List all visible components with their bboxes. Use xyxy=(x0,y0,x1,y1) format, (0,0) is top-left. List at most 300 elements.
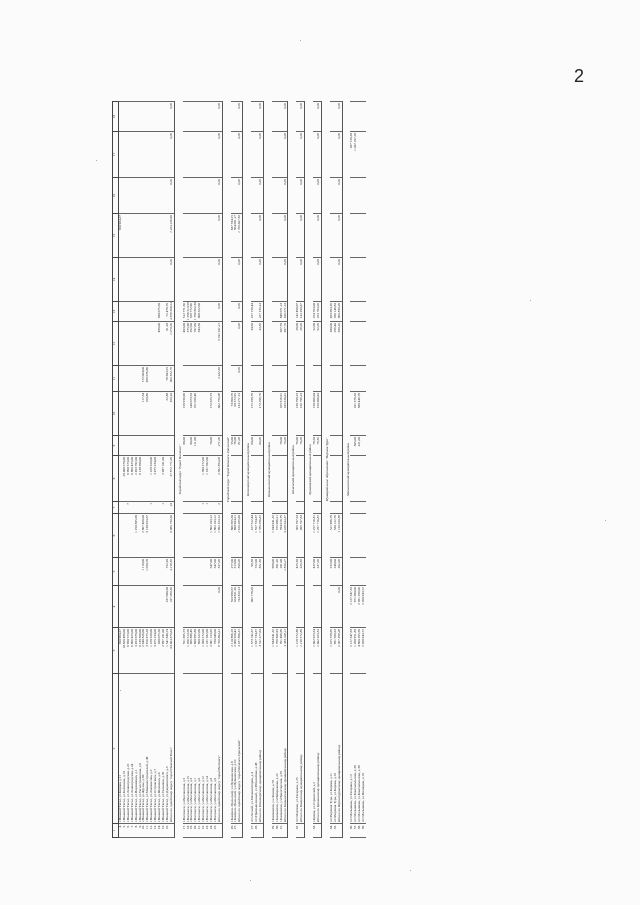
table-cell: 165 616,61 xyxy=(284,392,288,436)
table-cell: 590,00 xyxy=(238,558,242,586)
column-header: 2 xyxy=(113,674,119,824)
table-cell: 142 490,67 xyxy=(296,302,300,322)
section-title: Городской округ "Город Волчанск" xyxy=(177,444,182,495)
table-cell: 26. xyxy=(231,824,235,838)
table-cell xyxy=(362,456,366,502)
table-cell: 305,00 xyxy=(354,436,358,456)
table-cell: 425,50 xyxy=(296,558,300,586)
table-cell: 60,00 xyxy=(251,436,255,456)
column-header: 13 xyxy=(113,302,119,322)
address-cell: г.Нижний Тагил, ул.Калинина, д.10 xyxy=(123,674,127,824)
table-cell: 13. xyxy=(154,824,158,838)
table-cell: 1 541 840,74 xyxy=(166,628,170,674)
address-cell: Итого по Качканарскому муниципальному району xyxy=(259,674,263,824)
table-cell: 1 380 272,00 xyxy=(202,628,206,674)
table-cell: 2 066 620,42 xyxy=(234,628,238,674)
table-cell: 5. xyxy=(123,824,127,838)
table-cell xyxy=(362,558,366,586)
address-cell: Итого по городскому округу "город Нижний Тагил" xyxy=(170,674,174,824)
table-cell: 529 772,96 xyxy=(190,302,194,322)
table-cell: 1 050,70 xyxy=(146,558,150,586)
table-cell: 547,00 xyxy=(210,558,214,586)
table-cell: 1 944 941,32 xyxy=(272,514,276,558)
data-table xyxy=(112,101,366,838)
table-cell: 547,00 xyxy=(214,558,218,586)
table-cell: 254 763,00 xyxy=(317,302,321,322)
table-cell: 730 048,00 xyxy=(214,628,218,674)
table-cell: 492,00 xyxy=(338,558,342,586)
table-cell: 599,40 xyxy=(338,322,342,366)
table-cell: 0,00 xyxy=(238,366,242,392)
section-title: Камышловский муниципальный район xyxy=(266,442,271,497)
table-cell: 530 122,79 xyxy=(334,514,338,558)
scan-speck xyxy=(96,160,97,161)
table-cell: 1 826,27 xyxy=(284,558,288,586)
table-cell: 3 816 675,28 xyxy=(146,628,150,674)
table-cell: 809 839,09 xyxy=(338,302,342,322)
table-cell: 76,00 xyxy=(296,436,300,456)
table-cell: 24 xyxy=(170,502,174,514)
table-cell: 1 296 513,59 xyxy=(185,302,190,320)
column-header: 12 xyxy=(113,322,119,366)
table-cell: 227 522,44 xyxy=(251,514,255,558)
table-body xyxy=(119,102,367,838)
table-cell: 191 059,46 xyxy=(194,392,198,436)
table-cell: 669 886,49 xyxy=(190,628,194,674)
table-cell: 343,30 xyxy=(198,322,202,366)
section-title: Городской округ "Город Каменск-Уральский" xyxy=(225,436,230,503)
table-cell: 365 797,53 xyxy=(300,514,304,558)
table-cell: 1 610 005,69 xyxy=(238,514,242,558)
table-cell: 0,00 xyxy=(170,258,174,302)
table-cell: 1 218 572,80 xyxy=(300,628,304,674)
table-cell: 0,00 xyxy=(338,178,342,214)
table-cell: 27. xyxy=(251,824,255,838)
address-cell: пгт.Малышева, ул.Комсомольская, д.38 xyxy=(358,674,362,824)
table-cell: 172 064,00 xyxy=(142,366,146,392)
table-cell: 551 385,73 xyxy=(183,628,187,674)
table-cell: 11. xyxy=(146,824,150,838)
table-cell: 52,00 xyxy=(313,322,317,366)
table-cell: 1 937 734,37 xyxy=(255,628,259,674)
address-cell: г.Нижний Тагил, ул.Фрунзе, д.66 xyxy=(142,674,146,824)
column-header: 18 xyxy=(113,102,119,132)
table-cell: 237 080,30 xyxy=(166,586,170,628)
address-cell: г.Нижний Тагил, ул.Машиностроителей, д.48 xyxy=(146,674,150,824)
column-header: 6 xyxy=(113,514,119,558)
column-header: 16 xyxy=(113,178,119,214)
table-cell: 76,00 xyxy=(300,436,304,456)
table-cell: 2 091 153,65 xyxy=(210,628,214,674)
table-cell: 0,00 xyxy=(284,102,288,132)
table-cell: 662 750,08 xyxy=(218,392,222,436)
table-cell: 375,60 xyxy=(187,322,191,366)
address-cell: пгт.Малышева, ул.Гагарина, д.13 xyxy=(350,674,354,824)
table-cell: 1 181 582,00 xyxy=(206,628,210,674)
table-cell xyxy=(362,514,366,558)
scan-speck xyxy=(250,880,251,881)
address-cell: г.Нижний Тагил, ул.Тельмана, д.35 xyxy=(162,674,166,824)
table-cell: 0,00 xyxy=(218,102,222,132)
table-cell: 381,26 xyxy=(276,558,280,586)
table-cell: 6. xyxy=(127,824,131,838)
address-cell: Итого по Верхнетуринскому муниципальному району xyxy=(338,674,342,824)
table-cell: 1 662 923,54 xyxy=(317,628,321,674)
scan-speck xyxy=(605,520,606,521)
table-cell: 22,80 xyxy=(166,392,170,436)
table-cell: 172 298,79 xyxy=(251,392,255,436)
address-cell: Итого по Каменскому муниципальному району xyxy=(300,674,304,824)
table-cell: 300,00 xyxy=(330,322,334,366)
table-cell: 1 228 320,00 xyxy=(150,628,154,674)
table-cell: 3 511 477,64 xyxy=(259,628,263,674)
table-cell: 564 091,17 xyxy=(234,214,238,258)
table-cell: 0,00 xyxy=(338,586,342,628)
table-cell: 1 xyxy=(150,502,154,514)
table-cell: 3 475 234,00 xyxy=(154,456,158,502)
table-cell: 690 322,00 xyxy=(198,628,202,674)
table-cell: 1 573 742,37 xyxy=(251,628,255,674)
column-header: 14 xyxy=(113,258,119,302)
table-cell: 725 686,21 xyxy=(276,514,280,558)
address-cell: г.Нижний Тагил, ул.Шевченко, д.4 xyxy=(158,674,162,824)
address-cell: г.Нижний Тагил, ул.Ленинградская, д.22 xyxy=(127,674,131,824)
table-cell: 237 080,30 xyxy=(170,586,174,628)
table-cell: 752,20 xyxy=(166,558,170,586)
table-cell: 142 490,67 xyxy=(300,302,304,322)
column-header: 9 xyxy=(113,436,119,456)
table-cell: 19. xyxy=(190,824,194,838)
table-cell: 849 071,13 xyxy=(280,302,284,322)
table-cell: 172 025,73 xyxy=(210,392,214,436)
table-cell: 2 940 826,00 xyxy=(142,628,146,674)
table-cell: 4. xyxy=(119,824,123,838)
scan-speck xyxy=(410,870,411,871)
column-header: 1 xyxy=(113,824,119,838)
table-cell: 81,00 xyxy=(238,436,242,456)
table-cell: 313,00 xyxy=(234,558,238,586)
table-cell: 55,00 xyxy=(231,436,235,456)
table-cell: 34,50 xyxy=(259,322,263,366)
table-cell xyxy=(362,366,366,392)
table-cell: 134 271,13 xyxy=(238,392,242,436)
table-cell: 0,00 xyxy=(238,102,242,132)
address-cell: г.Камышлов, ул.Ленина, д.78 xyxy=(272,674,276,824)
table-cell: 0,00 xyxy=(317,102,321,132)
table-cell: 27. xyxy=(234,824,238,838)
table-cell: 3 475 234,00 xyxy=(154,628,158,674)
table-cell xyxy=(362,302,366,322)
table-cell: 0,00 xyxy=(218,586,222,628)
table-cell: 28. xyxy=(255,824,259,838)
table-cell: 2 260 943,72 xyxy=(362,586,366,628)
address-cell: г.Нижний Тагил, ул.Дзержинского, д.3 xyxy=(166,674,170,824)
table-cell: 254 763,00 xyxy=(313,302,317,322)
table-cell: 1 785 256,81 xyxy=(259,514,263,558)
table-cell: 356 146,83 xyxy=(334,302,338,322)
table-cell: 35. xyxy=(334,824,338,838)
table-cell: 10 820 488,00 xyxy=(123,628,127,674)
table-cell: 130 798,23 xyxy=(296,392,300,436)
table-cell: 2 922,50 xyxy=(218,366,222,392)
scan-speck xyxy=(300,40,301,41)
column-header: 5 xyxy=(113,558,119,586)
table-cell: 34. xyxy=(330,824,334,838)
table-cell: 28,00 xyxy=(300,322,304,366)
table-cell: 0,00 xyxy=(170,178,174,214)
table-cell: 4 860 295,59 xyxy=(358,628,362,674)
table-cell: 1 118,00 xyxy=(142,558,146,586)
address-cell: г.Волчанск, ул.Волчанская, д.14 xyxy=(206,674,210,824)
table-cell: 6 990 573,00 xyxy=(127,628,131,674)
table-cell: 252,00 xyxy=(330,558,334,586)
table-cell: 76,00 xyxy=(234,436,238,456)
table-cell: 4 187 806,31 xyxy=(238,628,242,674)
table-cell: 165 616,61 xyxy=(280,392,284,436)
table-cell: 0,00 xyxy=(338,214,342,258)
table-cell: 2 110 896,19 xyxy=(231,628,235,674)
table-cell: 2 561 854,00 xyxy=(218,456,222,502)
table-cell: 800 904,21 xyxy=(234,514,238,558)
column-header: 10 xyxy=(113,392,119,436)
table-cell: 9 980 759,39 xyxy=(170,514,174,558)
table-cell: 1 257 716,81 xyxy=(313,514,317,558)
table-cell: 150 666,64 xyxy=(317,392,321,436)
table-cell: 70,00 xyxy=(210,436,214,456)
table-cell: 0,00 xyxy=(218,258,222,302)
table-cell xyxy=(362,436,366,456)
address-cell: Итого по Кушвинскому муниципальному району xyxy=(317,674,321,824)
table-cell: 403,00 xyxy=(183,322,187,366)
table-cell: 784 016,79 xyxy=(280,514,284,558)
table-cell: 0,00 xyxy=(317,258,321,302)
address-cell: Итого по городскому округу "город Волчанск" xyxy=(218,674,222,824)
table-cell: 0,00 xyxy=(259,102,263,132)
table-cell: 18. xyxy=(187,824,191,838)
table-cell: 0,00 xyxy=(284,214,288,258)
table-cell: 0,00 xyxy=(284,258,288,302)
table-cell: 73 090,79 xyxy=(231,392,235,436)
table-cell: 33. xyxy=(313,824,317,838)
address-cell: г.Волчанск, ул.Волчанская, д.1 xyxy=(194,674,198,824)
table-cell: 3 428 644,37 xyxy=(284,514,288,558)
table-cell: 0,00 xyxy=(238,178,242,214)
table-cell: 6 138 398,00 xyxy=(139,456,143,502)
table-cell: 60 572,95 xyxy=(234,392,238,436)
table-cell: 650 964,27 xyxy=(119,628,123,674)
address-cell: Итого по городскому округу "город Каменск-Уральский" xyxy=(238,674,242,824)
table-cell: 0,00 xyxy=(317,214,321,258)
table-cell: 1 200 951,83 xyxy=(354,628,358,674)
table-cell: 365 797,53 xyxy=(296,514,300,558)
table-cell: 744 820,13 xyxy=(238,586,242,628)
table-cell: 425,50 xyxy=(300,558,304,586)
table-cell: 1 557 734,37 xyxy=(255,514,259,558)
table-cell: 498,00 xyxy=(158,322,162,366)
address-cell: г.Нижний Тагил, ул.Пархоменко, д.1 xyxy=(135,674,139,824)
table-cell: 1 181 582,00 xyxy=(206,456,210,502)
address-cell: г.Волчанск, ул.Волчанская, д.9 xyxy=(214,674,218,824)
table-cell: 0,00 xyxy=(218,132,222,178)
column-header: 3 xyxy=(113,628,119,674)
table-cell: 7. xyxy=(131,824,135,838)
table-cell: 453 693,26 xyxy=(330,302,334,322)
table-cell: 30. xyxy=(276,824,280,838)
table-cell: 6 869 425,00 xyxy=(131,628,135,674)
table-cell: 547,00 xyxy=(218,558,222,586)
table-cell: 0,00 xyxy=(259,178,263,214)
table-cell: 117,34 xyxy=(142,392,146,436)
address-cell: пгт.Верхняя Тура, ул.Кирова, д.19 xyxy=(334,674,338,824)
table-cell: 459 076,86 xyxy=(146,366,150,392)
scan-speck xyxy=(530,300,531,301)
table-cell: 14. xyxy=(158,824,162,838)
table-cell: 4 558 308,24 xyxy=(168,302,173,320)
table-cell: 567,70 xyxy=(280,322,284,366)
table-cell: 0,00 xyxy=(300,132,304,178)
address-cell: г.Каменск-Уральский, ул.Пушкинская, д.10 xyxy=(234,674,238,824)
table-cell xyxy=(362,132,366,178)
table-cell: 1 862 103,12 xyxy=(218,514,222,558)
table-cell: 588 449,78 xyxy=(358,392,362,436)
table-cell: 991 599,63 xyxy=(334,628,338,674)
address-cell: г.Нижний Тагил, ул.Ленинградская, д.24 xyxy=(131,674,135,824)
table-cell: 12. xyxy=(150,824,154,838)
table-cell: 15. xyxy=(162,824,166,838)
table-cell: 24. xyxy=(210,824,214,838)
table-cell: 1 380 272,00 xyxy=(202,456,206,502)
table-cell: 0,00 xyxy=(300,102,304,132)
table-cell: 99,30 xyxy=(251,558,255,586)
table-cell xyxy=(362,322,366,366)
table-cell: 6 990 573,00 xyxy=(127,456,131,502)
table-cell: 0,00 xyxy=(338,258,342,302)
table-cell: 0,00 xyxy=(218,302,222,322)
table-cell: 0,00 xyxy=(238,258,242,302)
table-cell: 324 821,26 xyxy=(234,586,238,628)
table-cell: 32. xyxy=(296,824,300,838)
address-cell: пгт.Промышленный, ул.Юбилейная, д.48 xyxy=(255,674,259,824)
table-cell: 722,00 xyxy=(255,558,259,586)
table-cell: 2 867 460,00 xyxy=(142,514,146,558)
table-cell: 0,00 xyxy=(218,214,222,258)
table-cell: 437,00 xyxy=(317,558,321,586)
table-cell: 181 376,33 xyxy=(354,392,358,436)
table-cell: 1 xyxy=(162,502,166,514)
table-cell: 761 486,69 xyxy=(280,628,284,674)
table-cell: 2 260 943,72 xyxy=(362,628,366,674)
address-cell: г.Волчанск, ул.Волчанская, д.5 xyxy=(183,674,187,824)
table-cell: 21. xyxy=(198,824,202,838)
table-cell: 0,00 xyxy=(317,132,321,178)
table-cell: 72 476,79 xyxy=(166,302,170,322)
table-cell: 130 798,23 xyxy=(300,392,304,436)
table-cell: 1 218 572,80 xyxy=(296,628,300,674)
table-cell: 6 869 425,00 xyxy=(131,456,135,502)
table-cell: 1 250 385,68 xyxy=(135,514,139,558)
table-cell: 2 987 101,00 xyxy=(162,628,166,674)
column-header: 17 xyxy=(113,132,119,178)
scan-speck xyxy=(120,690,121,691)
table-cell: 512 771,56 xyxy=(183,302,187,322)
table-cell: 1 224 228,69 xyxy=(170,214,174,258)
table-cell: 1 799 906,93 xyxy=(276,628,280,674)
section-title: Муниципальное образование "Верхняя Тура" xyxy=(324,437,329,502)
address-cell: г.Нижний Тагил, ул.Тагилстроевская, д.9 xyxy=(139,674,143,824)
table-cell: 36. xyxy=(350,824,354,838)
address-cell: пгт.Малышева, ул.Комсомольская, д.38 xyxy=(354,674,358,824)
table-cell: 2 051 299,06 xyxy=(358,586,362,628)
table-cell: 1 862 103,12 xyxy=(214,514,218,558)
table-cell: 0,00 xyxy=(317,178,321,214)
table-cell xyxy=(362,502,366,514)
table-cell: 31. xyxy=(280,824,284,838)
table-cell: 630 075,50 xyxy=(158,302,162,322)
table-cell: 2 987 101,00 xyxy=(162,456,166,502)
table-cell: 0,00 xyxy=(300,178,304,214)
table-cell xyxy=(362,258,366,302)
table-cell: 22. xyxy=(202,824,206,838)
address-cell: г.Волчанск, ул.Волчанская, д.15 xyxy=(187,674,191,824)
address-cell: г.Волчанск, ул.Волчанская, д.8 xyxy=(210,674,214,824)
table-cell: 248,00 xyxy=(334,558,338,586)
table-cell: 682 178,28 xyxy=(251,586,255,628)
table-cell: 900 352,70 xyxy=(170,366,174,392)
table-cell: 1 257 716,81 xyxy=(317,514,321,558)
table-cell: 0,00 xyxy=(238,302,242,322)
table-cell: 39. xyxy=(362,824,366,838)
table-cell: 25. xyxy=(214,824,218,838)
table-cell: 0,00 xyxy=(338,102,342,132)
table-cell: 968,00 xyxy=(272,558,276,586)
table-cell: 2 453 782,00 xyxy=(135,456,139,502)
table-cell: 1 070,00 xyxy=(170,322,174,366)
page-number: 2 xyxy=(574,66,585,86)
table-cell: 437,00 xyxy=(313,558,317,586)
table-cell: 47 872 771,00 xyxy=(170,456,174,502)
address-cell: пгт.Малышева, ул.Пионеров, д.10 xyxy=(362,674,366,824)
table-cell: 3 130 053,37 xyxy=(146,514,150,558)
table-cell: 0,00 xyxy=(259,214,263,258)
table-cell: 300,94 xyxy=(170,392,174,436)
table-cell: 2 xyxy=(218,502,222,514)
table-cell: 0,00 xyxy=(218,178,222,214)
table-cell: 0,00 xyxy=(238,322,242,366)
table-cell: 0,00 xyxy=(259,132,263,178)
address-cell: г.Нижний Тагил, ул.Островского, д.7 xyxy=(154,674,158,824)
table-cell: 9. xyxy=(139,824,143,838)
table-cell: 172 298,79 xyxy=(259,392,263,436)
table-cell: 70,00 xyxy=(284,436,288,456)
table-cell: 1 944 941,32 xyxy=(272,628,276,674)
table-cell: 0,00 xyxy=(170,102,174,132)
table-cell: 1 800 985,80 xyxy=(194,628,198,674)
table-cell: 271,00 xyxy=(218,436,222,456)
address-cell: пгт.Верхняя Тура, ул.Кирова, д.11 xyxy=(330,674,334,824)
table-cell: 2 007 358,28 xyxy=(338,628,342,674)
table-cell: 17. xyxy=(183,824,187,838)
section-title: Кушвинский муниципальный район xyxy=(308,444,313,495)
table-cell: 2 127 347,33 xyxy=(350,628,354,674)
table-cell: 1 296 513,59 xyxy=(187,628,191,674)
table-cell: 1 862 103,12 xyxy=(210,514,214,558)
table-cell: 0,00 xyxy=(170,132,174,178)
section-title: Качканарский муниципальный район xyxy=(246,443,251,496)
table-cell: 8. xyxy=(135,824,139,838)
table-cell: 61,20 xyxy=(166,322,170,366)
table-cell: 60,00 xyxy=(259,436,263,456)
table-cell: 1 015 758,65 xyxy=(330,628,334,674)
